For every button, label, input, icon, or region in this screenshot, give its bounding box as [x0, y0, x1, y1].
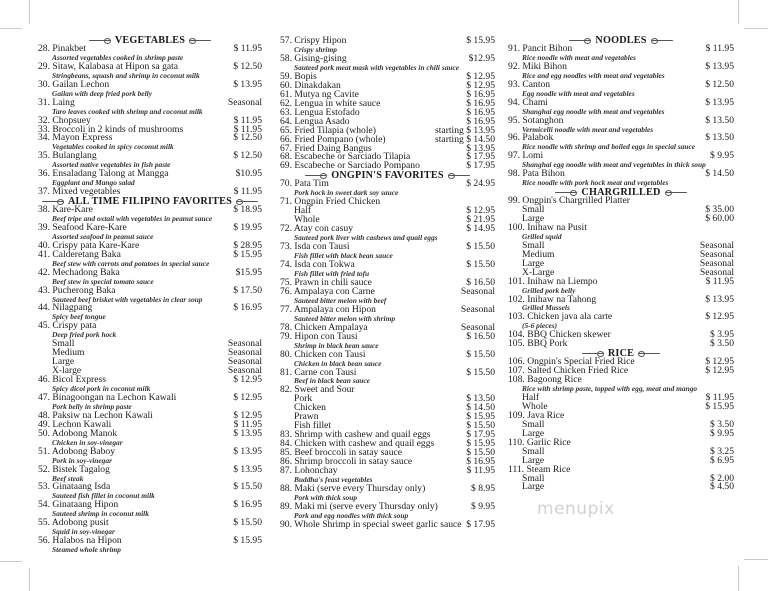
item-price: $ 12.95 — [466, 205, 495, 216]
item-name: 70. Pata Tim — [280, 178, 329, 189]
item-price: $ 16.95 — [466, 116, 495, 127]
item-name: 49. Lechon Kawali — [38, 419, 112, 430]
item-name: 81. Carne con Tausi — [280, 367, 357, 378]
item-name: Whole — [294, 214, 320, 225]
item-price: Seasonal — [460, 304, 495, 315]
item-name: 37. Mixed vegetables — [38, 186, 121, 197]
item-name: 111. Steam Rice — [508, 464, 571, 475]
description-text: Assorted native vegetables in fish paste — [52, 160, 171, 169]
item-price: $ 11.95 — [233, 115, 262, 126]
item-price: $ 6.95 — [710, 455, 734, 466]
item-price: $ 9.95 — [471, 501, 495, 512]
item-price: $10.95 — [235, 168, 262, 179]
item-name: 71. Ongpin Fried Chicken — [280, 196, 381, 207]
description-text: Sauteed bitter melon with shrimp — [294, 314, 396, 323]
description-text: Sauteed bitter melon with beef — [294, 296, 387, 305]
ornament-left-icon — [582, 352, 604, 355]
item-name: 61. Mutya ng Cavite — [280, 89, 359, 100]
ornament-right-icon — [236, 200, 258, 203]
item-price: $ 17.95 — [466, 429, 495, 440]
item-price: $ 3.95 — [710, 329, 734, 340]
item-name: 35. Bulanglang — [38, 150, 97, 161]
item-price: Seasonal — [227, 338, 262, 349]
item-price: $ 12.50 — [705, 79, 734, 90]
item-price: $ 11.95 — [705, 43, 734, 54]
item-price: $ 12.50 — [233, 150, 262, 161]
item-name: Small — [522, 240, 545, 251]
item-name: 79. Hipon con Tausi — [280, 331, 358, 342]
item-name: 52. Bistek Tagalog — [38, 464, 110, 475]
description-text: Rice noodle with shrimp and boiled eggs in special sauce — [522, 142, 696, 151]
crop-mark-bottom-left-v — [29, 568, 30, 591]
item-name: 39. Seafood Kare-Kare — [38, 222, 127, 233]
crop-mark-top-left-v — [29, 0, 30, 24]
item-price: $ 17.95 — [466, 160, 495, 171]
description-text: Beef in black bean sauce — [294, 376, 370, 385]
ornament-right-icon — [665, 191, 687, 194]
item-name: 54. Ginataang Hipon — [38, 499, 119, 510]
item-price: $ 3.50 — [710, 419, 734, 430]
item-price: $ 15.50 — [233, 517, 262, 528]
item-name: 106. Ongpin's Special Fried Rice — [508, 356, 635, 367]
description-text: Beef stew with carrots and potatoes in special sauce — [52, 259, 210, 268]
item-name: 92. Miki Bihon — [508, 61, 567, 72]
item-price: $ 16.50 — [466, 277, 495, 288]
description-text: Pork and egg noodles with thick soup — [294, 511, 409, 520]
item-name: Small — [52, 338, 75, 349]
item-price: $15.95 — [235, 267, 262, 278]
item-price: $ 15.95 — [466, 35, 495, 46]
item-price: Seasonal — [460, 286, 495, 297]
item-name: 85. Beef broccoli in satay sauce — [280, 447, 403, 458]
item-name: Large — [522, 481, 545, 492]
item-name: 57. Crispy Hipon — [280, 35, 347, 46]
item-name: 90. Whole Shrimp in special sweet garlic sauce — [280, 519, 462, 530]
ornament-right-icon — [448, 174, 470, 177]
item-price: $ 13.95 — [233, 464, 262, 475]
item-name: 68. Escabeche or Sarciado Tilapia — [280, 151, 411, 162]
item-price: $ 16.95 — [466, 89, 495, 100]
item-price: Seasonal — [227, 97, 262, 108]
item-name: X-Large — [522, 267, 555, 278]
item-name: 77. Ampalaya con Hipon — [280, 304, 376, 315]
item-price: $ 12.95 — [233, 374, 262, 385]
item-price: $ 16.95 — [233, 302, 262, 313]
item-name: 86. Shrimp broccoli in satay sauce — [280, 456, 413, 467]
item-price: $ 16.50 — [466, 331, 495, 342]
description-text: Buddha's feast vegetables — [294, 475, 373, 484]
crop-mark-bottom-right-v — [738, 566, 739, 591]
description-text: Rice noodle with pork hock meat and vegetables — [522, 178, 669, 187]
item-price: $ 11.95 — [705, 276, 734, 287]
item-price: $ 8.95 — [471, 483, 495, 494]
item-price: Seasonal — [227, 365, 262, 376]
item-price: starting $ 13.95 — [435, 125, 495, 136]
description-text: Rice with shrimp paste, topped with egg, meat and mango — [522, 384, 698, 393]
description-text: Grilled Mussels — [522, 303, 570, 312]
description-text: Shrimp in black bean sauce — [294, 341, 379, 350]
item-name: 88. Maki (serve every Thursday only) — [280, 483, 426, 494]
description-text: Chicken in black bean sauce — [294, 359, 382, 368]
item-price: Seasonal — [699, 267, 734, 278]
description-text: Spicy beef tongue — [52, 312, 106, 321]
item-price: $ 12.50 — [233, 132, 262, 143]
item-price: $ 12.95 — [705, 365, 734, 376]
item-name: Small — [522, 419, 545, 430]
item-name: 69. Escabeche or Sarciado Pompano — [280, 160, 420, 171]
item-name: Medium — [52, 347, 85, 358]
item-price: starting $ 14.50 — [435, 134, 495, 145]
item-name: 72. Atay con casuy — [280, 223, 354, 234]
item-name: 109. Java Rice — [508, 410, 565, 421]
item-name: Chicken — [294, 402, 326, 413]
item-name: 50. Adobong Manok — [38, 428, 118, 439]
item-name: 28. Pinakbet — [38, 43, 86, 54]
item-price: $ 12.95 — [466, 80, 495, 91]
item-name: 43. Pucherong Baka — [38, 285, 116, 296]
item-name: 34. Mayon Express — [38, 132, 113, 143]
item-price: $ 12.95 — [705, 356, 734, 367]
item-price: $ 11.95 — [233, 43, 262, 54]
item-price: $ 15.50 — [233, 481, 262, 492]
item-price: $ 17.95 — [466, 519, 495, 530]
item-name: X-large — [52, 365, 82, 376]
description-text: Egg noodle with meat and vegetables — [522, 89, 635, 98]
item-price: $ 15.95 — [233, 249, 262, 260]
item-price: $ 15.50 — [466, 241, 495, 252]
item-price: $ 15.50 — [466, 259, 495, 270]
crop-mark-top-right-h — [744, 28, 768, 29]
item-name: 98. Pata Bihon — [508, 168, 565, 179]
item-price: $ 4.50 — [710, 481, 734, 492]
ornament-left-icon — [305, 174, 327, 177]
item-name: 64. Lengua Asado — [280, 116, 350, 127]
description-text: Sauteed beef brisket with vegetables in clear soup — [52, 295, 203, 304]
item-name: 40. Crispy pata Kare-Kare — [38, 240, 140, 251]
description-text: Vermicelli noodle with meat and vegetables — [522, 125, 654, 134]
description-text: Shanghai egg noodle with meat and vegetables in thick soup — [522, 160, 706, 169]
item-name: Pork — [294, 393, 313, 404]
item-name: 105. BBQ Pork — [508, 338, 568, 349]
description-text: Deep fried pork hock — [52, 330, 117, 339]
crop-mark-bottom-right-h — [744, 559, 768, 560]
description-text: Steamed whole shrimp — [52, 545, 121, 554]
item-name: Half — [294, 205, 312, 216]
item-name: Prawn — [294, 411, 319, 422]
item-price: $ 11.95 — [233, 419, 262, 430]
item-price: $ 19.95 — [233, 222, 262, 233]
item-name: 65. Fried Tilapia (whole) — [280, 125, 376, 136]
item-name: 66. Fried Pompano (whole) — [280, 134, 386, 145]
item-name: Large — [522, 213, 545, 224]
item-price: $ 12.95 — [705, 311, 734, 322]
item-price: $12.95 — [468, 53, 495, 64]
item-price: Seasonal — [460, 322, 495, 333]
item-price: Seasonal — [699, 249, 734, 260]
description-text: Pork hock in sweet dark soy sauce — [294, 188, 399, 197]
item-price: $ 11.95 — [466, 465, 495, 476]
description-text: Fish fillet with fried tofu — [294, 269, 370, 278]
item-size-option — [508, 482, 734, 492]
description-text: Rice noodle with meat and vegetables — [522, 53, 636, 62]
description-text: Grilled squid — [522, 232, 562, 241]
item-price: Seasonal — [699, 240, 734, 251]
section-title: VEGETABLES — [114, 34, 186, 46]
item-name: 93. Canton — [508, 79, 551, 90]
description-text: Grilled pork belly — [522, 286, 576, 295]
item-price: $ 28.95 — [233, 240, 262, 251]
item-name: Fish fillet — [294, 420, 332, 431]
item-name: 31. Laing — [38, 97, 75, 108]
section-title: CHARGRILLED — [581, 186, 661, 198]
item-price: $ 15.50 — [466, 447, 495, 458]
item-price: Seasonal — [227, 356, 262, 367]
item-name: 74. Isda con Tokwa — [280, 259, 355, 270]
item-name: 67. Fried Daing Bangus — [280, 143, 372, 154]
item-name: 38. Kare-Kare — [38, 204, 93, 215]
item-name: Large — [522, 455, 545, 466]
item-name: 55. Adobong pusit — [38, 517, 109, 528]
item-name: 36. Ensaladang Talong at Mangga — [38, 168, 169, 179]
item-name: 45. Crispy pata — [38, 320, 97, 331]
item-price: $ 12.95 — [233, 392, 262, 403]
item-price: $ 13.95 — [705, 61, 734, 72]
item-price: $ 16.95 — [233, 499, 262, 510]
item-price: $ 15.50 — [466, 420, 495, 431]
item-price: $ 12.95 — [466, 71, 495, 82]
ornament-left-icon — [89, 39, 111, 42]
item-price: $ 14.50 — [466, 402, 495, 413]
description-text: Pork with thick soup — [294, 493, 358, 502]
item-name: 78. Chicken Ampalaya — [280, 322, 368, 333]
crop-mark-bottom-left-h — [0, 561, 22, 562]
item-price: $ 14.95 — [466, 223, 495, 234]
item-name: 76. Ampalaya con Carne — [280, 286, 375, 297]
item-price: $ 13.95 — [705, 97, 734, 108]
item-price: $ 17.50 — [233, 285, 262, 296]
item-name: 44. Nilagpang — [38, 302, 93, 313]
menupix-watermark: menupix — [537, 499, 615, 519]
item-price: $ 13.95 — [705, 294, 734, 305]
description-text: Assorted vegetables cooked in shrimp paste — [52, 53, 184, 62]
item-price: $ 11.95 — [705, 392, 734, 403]
item-name: 59. Bopis — [280, 71, 317, 82]
item-price: $ 15.95 — [233, 535, 262, 546]
item-name: 32. Chopsuey — [38, 115, 91, 126]
description-text: Rice and egg noodles with meat and vegetables — [522, 71, 665, 80]
item-price: $ 11.95 — [233, 124, 262, 135]
item-price: $ 2.00 — [710, 473, 734, 484]
item-price: $ 12.50 — [233, 61, 262, 72]
ornament-right-icon — [651, 39, 673, 42]
item-name: 53. Ginataang Isda — [38, 481, 111, 492]
description-text: Shanghai egg noodle with meat and vegetables — [522, 107, 665, 116]
item-name: 97. Lomi — [508, 150, 544, 161]
crop-mark-top-left-h — [0, 28, 22, 29]
item-price: $ 16.95 — [466, 107, 495, 118]
item-name: 41. Calderetang Baka — [38, 249, 121, 260]
item-name: 91. Pancit Bihon — [508, 43, 573, 54]
item-price: $ 15.95 — [466, 438, 495, 449]
description-text: Gailan with deep fried pork belly — [52, 89, 152, 98]
description-text: Pork belly in shrimp paste — [52, 402, 132, 411]
ornament-left-icon — [42, 200, 64, 203]
description-text: Pork in soy-vinegar — [52, 456, 112, 465]
item-name: 107. Salted Chicken Fried Rice — [508, 365, 629, 376]
item-name: 80. Chicken con Tausi — [280, 349, 366, 360]
item-price: $ 60.00 — [705, 213, 734, 224]
item-name: Small — [522, 446, 545, 457]
item-name: 56. Halabos na Hipon — [38, 535, 122, 546]
section-title: NOODLES — [595, 34, 647, 46]
item-price: $ 13.95 — [233, 79, 262, 90]
description-text: Sauteed pork liver with cashews and quail eggs — [294, 233, 438, 242]
item-name: 99. Ongpin's Chargrilled Platter — [508, 195, 630, 206]
item-name: 87. Lohonchay — [280, 465, 338, 476]
item-price: $ 13.95 — [233, 428, 262, 439]
item-name: 103. Chicken java ala carte — [508, 311, 613, 322]
item-name: 29. Sitaw, Kalabasa at Hipon sa gata — [38, 61, 179, 72]
description-text: Beef tripe and oxtail with vegetables in peanut sauce — [52, 214, 213, 223]
item-name: 33. Broccoli in 2 kinds of mushrooms — [38, 124, 184, 135]
description-text: Spicy dicol pork in coconut milk — [52, 384, 151, 393]
item-name: 63. Lengua Estofado — [280, 107, 360, 118]
item-price: $ 9.95 — [710, 150, 734, 161]
item-price: Seasonal — [227, 347, 262, 358]
item-price: $ 3.50 — [710, 338, 734, 349]
section-title: RICE — [607, 347, 635, 359]
item-name: 101. Inihaw na Liempo — [508, 276, 598, 287]
item-price: $ 15.95 — [466, 411, 495, 422]
item-price: $ 3.25 — [710, 446, 734, 457]
item-price: $ 11.95 — [233, 186, 262, 197]
description-text: Eggplant and Mango salad — [52, 178, 135, 187]
item-name: 30. Gailan Lechon — [38, 79, 110, 90]
description-text: Crispy shrimp — [294, 45, 337, 54]
section-title: ONGPIN'S FAVORITES — [331, 169, 444, 181]
item-price: $ 24.95 — [466, 178, 495, 189]
ornament-right-icon — [638, 352, 660, 355]
item-name: Large — [52, 356, 75, 367]
item-price: $ 15.50 — [466, 367, 495, 378]
item-price: $ 14.50 — [705, 168, 734, 179]
item-name: 104. BBQ Chicken skewer — [508, 329, 611, 340]
item-name: Half — [522, 392, 540, 403]
item-name: 60. Dinakdakan — [280, 80, 341, 91]
ornament-left-icon — [555, 191, 577, 194]
item-price: $ 13.95 — [233, 446, 262, 457]
ornament-left-icon — [569, 39, 591, 42]
item-name: 58. Gising-gising — [280, 53, 347, 64]
item-price: $ 17.95 — [466, 151, 495, 162]
item-price: Seasonal — [699, 258, 734, 269]
menu-item — [280, 520, 495, 530]
item-price: $ 13.50 — [466, 393, 495, 404]
item-price: $ 13.50 — [705, 115, 734, 126]
item-price: $ 16.95 — [466, 456, 495, 467]
item-name: 48. Paksiw na Lechon Kawali — [38, 410, 153, 421]
item-price: $ 35.00 — [705, 204, 734, 215]
description-text: Beef steak — [52, 474, 84, 483]
item-price: $ 21.95 — [466, 214, 495, 225]
item-name: Small — [522, 473, 545, 484]
crop-mark-top-right-v — [738, 0, 739, 24]
item-name: 75. Prawn in chili sauce — [280, 277, 372, 288]
description-text: Chicken in soy-vinegar — [52, 438, 123, 447]
item-price: $ 9.95 — [710, 428, 734, 439]
item-name: Large — [522, 258, 545, 269]
item-name: Small — [522, 204, 545, 215]
item-name: 42. Mechadong Baka — [38, 267, 120, 278]
description-text: Fish fillet with black bean sauce — [294, 251, 393, 260]
item-name: 96. Palabok — [508, 132, 554, 143]
description-text: (5-6 pieces) — [522, 321, 558, 330]
item-name: 89. Maki mi (serve every Thursday only) — [280, 501, 438, 512]
description-text: Taro leaves cooked with shrimp and coconut milk — [52, 107, 203, 116]
item-price: $ 15.95 — [705, 401, 734, 412]
item-price: $ 12.95 — [233, 410, 262, 421]
item-name: Whole — [522, 401, 548, 412]
item-name: 47. Binagoongan na Lechon Kawali — [38, 392, 177, 403]
item-name: 102. Inihaw na Tahong — [508, 294, 597, 305]
description-text: Squid in soy-vinegar — [52, 527, 115, 536]
description-text: Sauteed shrimp in coconut milk — [52, 509, 149, 518]
description-text: Sauteed fish fillet in coconut milk — [52, 491, 155, 500]
item-name: 100. Inihaw na Pusit — [508, 222, 587, 233]
item-description — [38, 545, 262, 555]
description-text: Beef stew in special tomato sauce — [52, 277, 154, 286]
item-price: $ 13.50 — [705, 132, 734, 143]
item-name: 82. Sweet and Sour — [280, 384, 355, 395]
section-title: ALL TIME FILIPINO FAVORITES — [68, 195, 232, 207]
item-name: 62. Lengua in white sauce — [280, 98, 381, 109]
item-name: 95. Sotanghon — [508, 115, 564, 126]
item-price: $ 18.95 — [233, 204, 262, 215]
item-name: 94. Chami — [508, 97, 548, 108]
item-name: 110. Garlic Rice — [508, 437, 571, 448]
item-price: $ 16.95 — [466, 98, 495, 109]
item-name: 108. Bagoong Rice — [508, 374, 582, 385]
ornament-right-icon — [189, 39, 211, 42]
item-name: 84. Chicken with cashew and quail eggs — [280, 438, 435, 449]
item-name: 51. Adobong Baboy — [38, 446, 116, 457]
description-text: Vegetables cooked in spicy coconut milk — [52, 142, 174, 151]
item-name: 46. Bicol Express — [38, 374, 106, 385]
description-text: Sauteed pork meat mask with vegetables in chili sauce — [294, 63, 460, 72]
description-text: Assorted seafood in peanut sauce — [52, 232, 154, 241]
item-name: Large — [522, 428, 545, 439]
item-name: 83. Shrimp with cashew and quail eggs — [280, 429, 431, 440]
item-name: Medium — [522, 249, 555, 260]
description-text: Stringbeans, squash and shrimp in coconut milk — [52, 71, 200, 80]
item-price: $ 13.95 — [466, 143, 495, 154]
item-name: 73. Isda con Tausi — [280, 241, 350, 252]
item-price: $ 15.50 — [466, 349, 495, 360]
